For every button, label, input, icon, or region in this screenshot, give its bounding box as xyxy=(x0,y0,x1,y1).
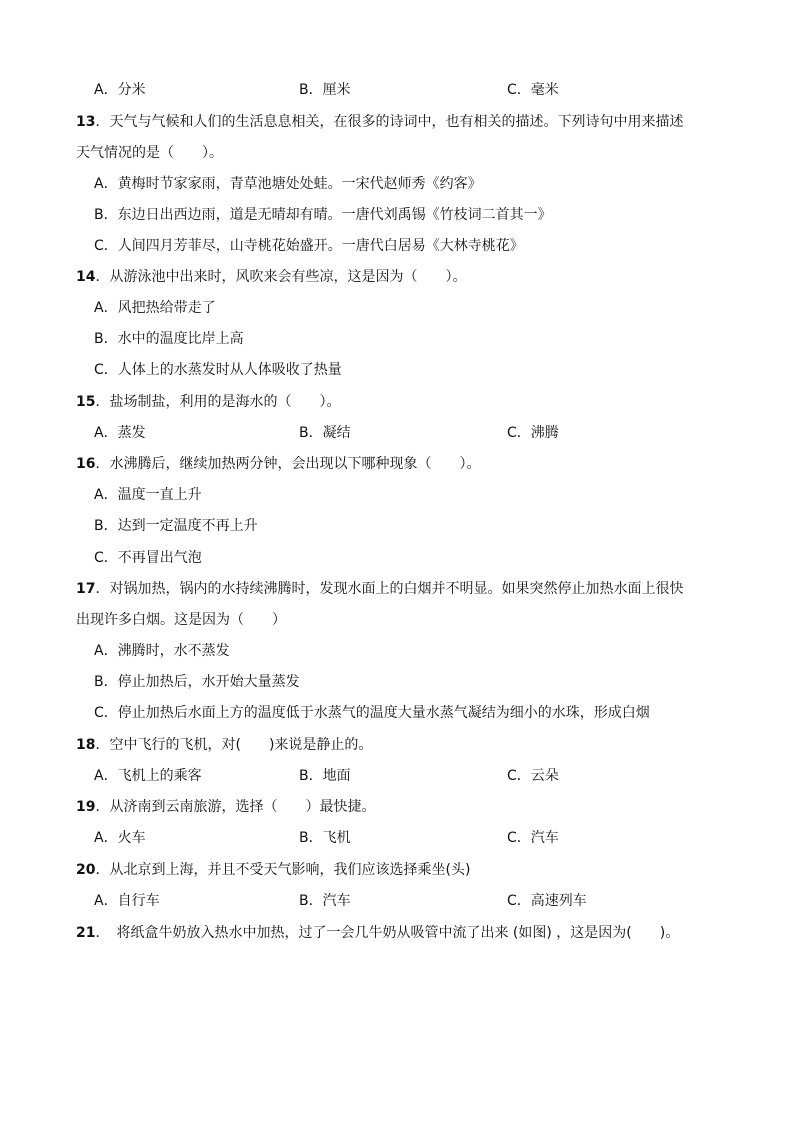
q17-option-a: A．沸腾时，水不蒸发 xyxy=(94,643,230,659)
q17-option-b: B．停止加热后，水开始大量蒸发 xyxy=(94,674,300,690)
q16-stem: 16．水沸腾后，继续加热两分钟，会出现以下哪种现象（ ）。 xyxy=(76,456,481,472)
q21-number: 21 xyxy=(76,925,96,941)
q14-option-b: B．水中的温度比岸上高 xyxy=(94,331,244,347)
q15-option-c: C．沸腾 xyxy=(507,425,559,441)
q18-option-c: C．云朵 xyxy=(507,768,559,784)
q18-option-b: B．地面 xyxy=(299,768,351,784)
q14-number: 14 xyxy=(76,269,96,285)
q12-options xyxy=(0,80,794,100)
q20-option-a: A．自行车 xyxy=(94,893,160,909)
q12-option-b: B．厘米 xyxy=(299,82,351,98)
q19-option-c: C．汽车 xyxy=(507,830,559,846)
q13-number: 13 xyxy=(76,114,96,130)
q19-option-a: A．火车 xyxy=(94,830,146,846)
q19-option-b: B．飞机 xyxy=(299,830,351,846)
q16-option-c: C．不再冒出气泡 xyxy=(94,550,202,566)
q17-stem-line1: 17．对锅加热，锅内的水持续沸腾时，发现水面上的白烟并不明显。如果突然停止加热水面上很快 xyxy=(76,581,684,597)
q16-option-a: A．温度一直上升 xyxy=(94,487,202,503)
q17-option-c: C．停止加热后水面上方的温度低于水蒸气的温度大量水蒸气凝结为细小的水珠，形成白烟 xyxy=(94,705,650,721)
q16-option-b: B．达到一定温度不再上升 xyxy=(94,518,258,534)
q20-stem: 20．从北京到上海，并且不受天气影响，我们应该选择乘坐(头) xyxy=(76,862,471,878)
q18-stem: 18．空中飞行的飞机，对( )来说是静止的。 xyxy=(76,737,373,753)
q13-stem-line2: 天气情况的是（ ）。 xyxy=(76,145,223,161)
q15-number: 15 xyxy=(76,394,96,410)
q13-stem-line1: 13．天气与气候和人们的生活息息相关，在很多的诗词中，也有相关的描述。下列诗句中用来描述 xyxy=(76,114,684,130)
q13-option-b: B．东边日出西边雨，道是无晴却有晴。一唐代刘禹锡《竹枝词二首其一》 xyxy=(94,207,552,223)
q15-options xyxy=(0,423,794,443)
q19-stem: 19．从济南到云南旅游，选择（ ）最快捷。 xyxy=(76,799,376,815)
q18-options xyxy=(0,766,794,786)
q14-option-c: C．人体上的水蒸发时从人体吸收了热量 xyxy=(94,362,342,378)
q16-number: 16 xyxy=(76,456,96,472)
q19-number: 19 xyxy=(76,799,96,815)
q18-option-a: A．飞机上的乘客 xyxy=(94,768,202,784)
q15-option-b: B．凝结 xyxy=(299,425,351,441)
q12-option-a: A．分米 xyxy=(94,82,146,98)
q17-stem-line2: 出现许多白烟。这是因为（ ） xyxy=(76,612,286,628)
q15-stem: 15．盐场制盐，利用的是海水的（ ）。 xyxy=(76,394,341,410)
q17-number: 17 xyxy=(76,581,96,597)
q12-option-c: C．毫米 xyxy=(507,82,559,98)
q13-option-c: C．人间四月芳菲尽，山寺桃花始盛开。一唐代白居易《大林寺桃花》 xyxy=(94,238,524,254)
q18-number: 18 xyxy=(76,737,96,753)
q19-options xyxy=(0,828,794,848)
q13-option-a: A．黄梅时节家家雨，青草池塘处处蛙。一宋代赵师秀《约客》 xyxy=(94,176,482,192)
q20-option-b: B．汽车 xyxy=(299,893,351,909)
q20-number: 20 xyxy=(76,862,96,878)
q15-option-a: A．蒸发 xyxy=(94,425,146,441)
q20-option-c: C．高速列车 xyxy=(507,893,587,909)
q14-option-a: A．风把热给带走了 xyxy=(94,300,216,316)
q14-stem: 14．从游泳池中出来时，风吹来会有些凉，这是因为（ ）。 xyxy=(76,269,467,285)
q20-options xyxy=(0,891,794,911)
q21-stem: 21． 将纸盒牛奶放入热水中加热，过了一会几牛奶从吸管中流了出来 (如图) ，这是因为( )。 xyxy=(76,925,680,941)
